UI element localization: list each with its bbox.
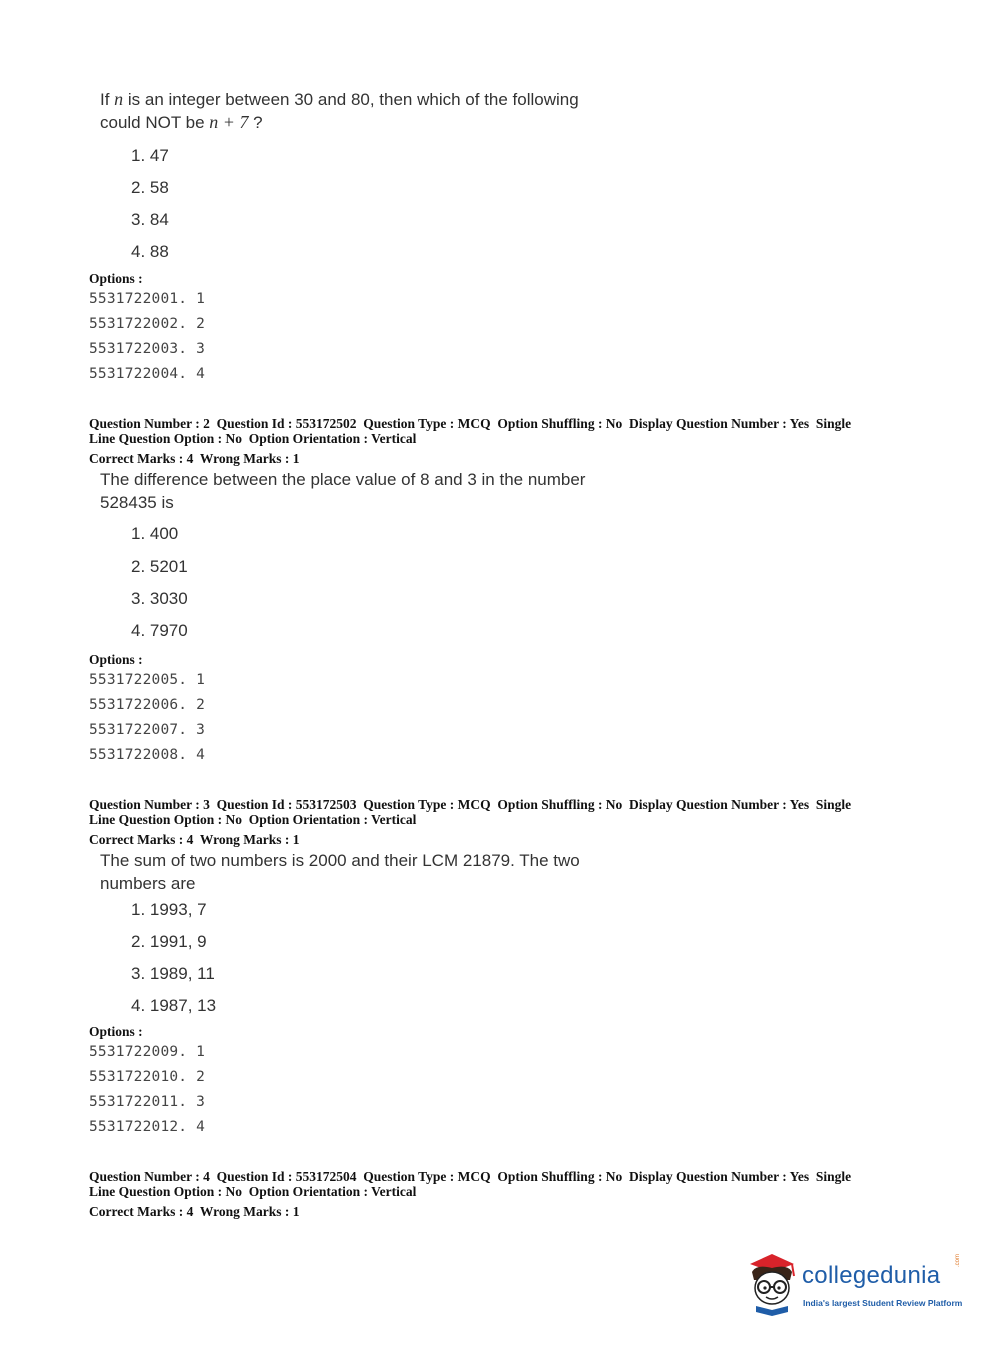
q1-option-code-1: 5531722001. 1: [89, 291, 206, 307]
q1-option-code-3: 5531722003. 3: [89, 341, 206, 357]
q2-text-line: The difference between the place value of 8 and 3 in the number: [100, 470, 586, 489]
q2-option-code-4: 5531722008. 4: [89, 747, 206, 763]
q3-option-code-1: 5531722009. 1: [89, 1044, 206, 1060]
q3-option-code-3: 5531722011. 3: [89, 1094, 206, 1110]
q1-choice-4: 4. 88: [131, 242, 169, 261]
q2-meta-line-1: Question Number : 2 Question Id : 553172502 Question Type : MCQ Option Shuffling : No Display Question Number : Yes Single: [89, 416, 852, 431]
q2-marks: Correct Marks : 4 Wrong Marks : 1: [89, 451, 300, 466]
q3-option-code-2: 5531722010. 2: [89, 1069, 206, 1085]
logo-com: .com: [955, 1253, 961, 1267]
q2-choice-4: 4. 7970: [131, 621, 188, 640]
q1-options-label: Options :: [89, 271, 143, 286]
q3-choice-3: 3. 1989, 11: [131, 964, 215, 983]
q3-text-line: The sum of two numbers is 2000 and their LCM 21879. The two: [100, 851, 580, 870]
logo-wordmark: collegedunia: [802, 1262, 941, 1289]
q2-option-code-2: 5531722006. 2: [89, 697, 206, 713]
q1-choice-2: 2. 58: [131, 178, 169, 197]
q3-choice-2: 2. 1991, 9: [131, 932, 207, 951]
q3-meta-line-2: Line Question Option : No Option Orientation : Vertical: [89, 812, 417, 827]
q1-text-part: could NOT be: [100, 113, 210, 132]
q1-text-part: is an integer between 30 and 80, then which of the following: [123, 90, 579, 109]
q1-variable-n: n: [114, 89, 124, 109]
collegedunia-logo: [742, 1250, 972, 1320]
logo-tagline: India's largest Student Review Platform: [803, 1298, 963, 1308]
q3-text-line: numbers are: [100, 874, 196, 893]
q3-meta-line-1: Question Number : 3 Question Id : 553172503 Question Type : MCQ Option Shuffling : No Display Question Number : Yes Single: [89, 797, 852, 812]
q2-option-code-3: 5531722007. 3: [89, 722, 206, 738]
q1-text-part: ?: [248, 113, 263, 132]
q4-marks: Correct Marks : 4 Wrong Marks : 1: [89, 1204, 300, 1219]
mascot-icon: [742, 1250, 802, 1316]
q1-text: [100, 88, 579, 134]
q4-meta-line-1: Question Number : 4 Question Id : 553172504 Question Type : MCQ Option Shuffling : No Display Question Number : Yes Single: [89, 1169, 852, 1184]
q4-meta-line-2: Line Question Option : No Option Orientation : Vertical: [89, 1184, 417, 1199]
q1-option-code-2: 5531722002. 2: [89, 316, 206, 332]
q1-option-code-4: 5531722004. 4: [89, 366, 206, 382]
q2-text: [100, 468, 585, 514]
q3-options-label: Options :: [89, 1024, 143, 1039]
q3-option-code-4: 5531722012. 4: [89, 1119, 206, 1135]
q1-choice-1: 1. 47: [131, 146, 169, 165]
q3-marks: Correct Marks : 4 Wrong Marks : 1: [89, 832, 300, 847]
q1-text-part: If: [100, 90, 115, 109]
q3-choice-4: 4. 1987, 13: [131, 996, 217, 1015]
q2-option-code-1: 5531722005. 1: [89, 672, 206, 688]
q2-options-label: Options :: [89, 652, 143, 667]
q2-choice-1: 1. 400: [131, 524, 179, 543]
q2-text-line: 528435 is: [100, 493, 174, 512]
q1-expression: n + 7: [209, 112, 249, 132]
q2-choice-3: 3. 3030: [131, 589, 188, 608]
q2-choice-2: 2. 5201: [131, 557, 188, 576]
q3-choice-1: 1. 1993, 7: [131, 900, 207, 919]
q2-meta-line-2: Line Question Option : No Option Orientation : Vertical: [89, 431, 417, 446]
q3-text: [100, 849, 580, 895]
q1-choice-3: 3. 84: [131, 210, 169, 229]
